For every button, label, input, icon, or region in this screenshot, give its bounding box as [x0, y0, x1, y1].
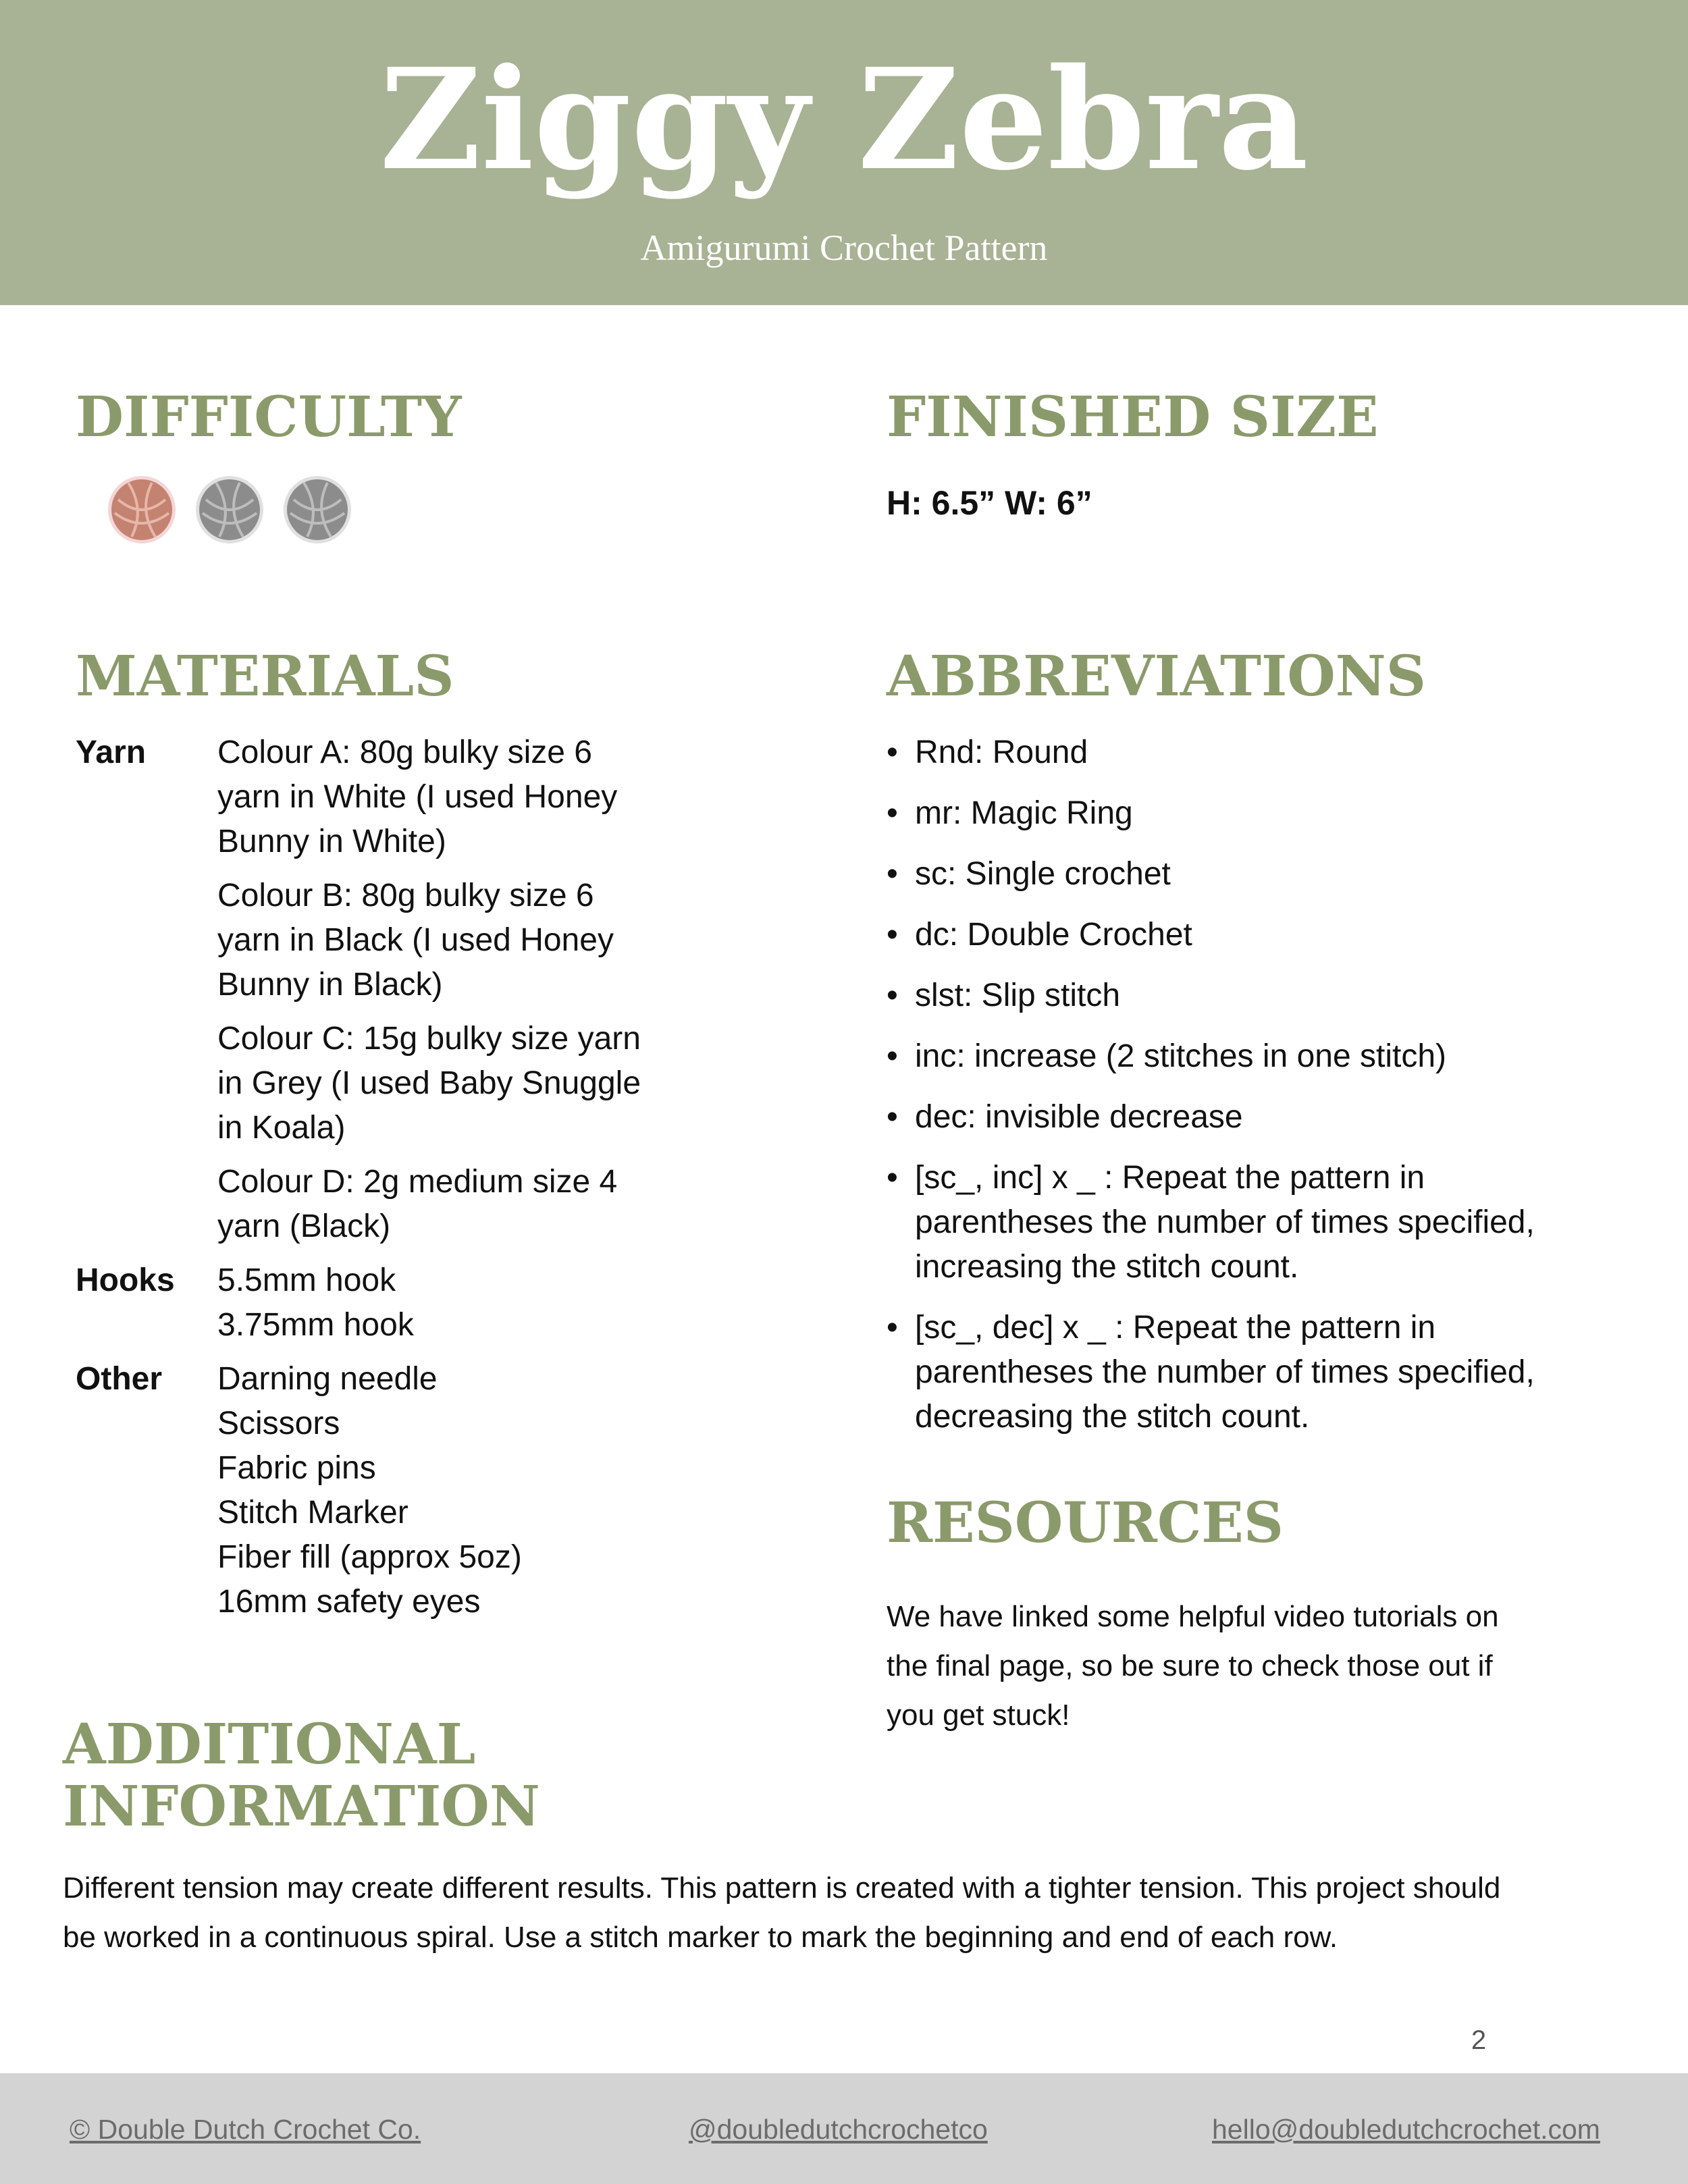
materials-label: Other — [76, 1361, 163, 1397]
social-handle-link[interactable]: @doubledutchcrochetco — [689, 2114, 988, 2145]
materials-label: Yarn — [76, 735, 147, 770]
abbreviation-item: • mr: Magic Ring — [887, 795, 1133, 831]
material-line: Stitch Marker — [217, 1495, 408, 1530]
material-line: Colour D: 2g medium size 4 — [217, 1164, 618, 1200]
difficulty-heading: DIFFICULTY — [76, 385, 462, 450]
abbreviations-list — [887, 730, 1629, 1456]
resources-text: We have linked some helpful video tutorials on the final page, so be sure to check those out if you get stuck! — [887, 1600, 1499, 1732]
abbreviation-item: • inc: increase (2 stitches in one stitch) — [887, 1038, 1447, 1074]
abbreviation-item: • [sc_, dec] x _ : Repeat the pattern in parentheses the number of times specified, decreasing the stitch count. — [887, 1310, 1535, 1435]
page-number: 2 — [1471, 2025, 1487, 2055]
difficulty-rating — [105, 473, 361, 547]
material-line: Fabric pins — [217, 1450, 376, 1486]
material-line: yarn (Black) — [217, 1208, 391, 1244]
material-line: Colour B: 80g bulky size 6 — [217, 878, 594, 913]
abbreviation-item: • sc: Single crochet — [887, 856, 1171, 892]
finished-size-value: H: 6.5” W: 6” — [887, 484, 1092, 522]
material-item — [217, 730, 744, 864]
additional-info-text: Different tension may create different results. This pattern is created with a tighter tension. This project should be worked in a continuous spiral. Use a stitch marker to mark the beginning and end of each row. — [63, 1871, 1501, 1954]
materials-group-hooks — [76, 1258, 751, 1348]
yarn-ball-icon-2 — [196, 476, 263, 543]
material-line: in Grey (I used Baby Snuggle — [217, 1065, 641, 1101]
material-line: Bunny in White) — [217, 824, 446, 859]
material-line: Colour A: 80g bulky size 6 — [217, 735, 592, 770]
material-line: 3.75mm hook — [217, 1307, 414, 1343]
material-line: Scissors — [217, 1406, 340, 1441]
abbreviation-item: • [sc_, inc] x _ : Repeat the pattern in parentheses the number of times specified, increasing the stitch count. — [887, 1160, 1535, 1285]
email-link[interactable]: hello@doubledutchcrochet.com — [1212, 2114, 1600, 2145]
materials-label: Hooks — [76, 1262, 175, 1298]
material-item — [217, 1357, 744, 1624]
copyright-link[interactable]: © Double Dutch Crochet Co. — [70, 2114, 421, 2145]
footer — [0, 2073, 1688, 2184]
material-line: Fiber fill (approx 5oz) — [217, 1539, 522, 1575]
material-line: Bunny in Black) — [217, 967, 443, 1003]
materials-heading: MATERIALS — [76, 644, 454, 709]
abbreviation-item: • dc: Double Crochet — [887, 917, 1192, 953]
material-line: 16mm safety eyes — [217, 1584, 481, 1620]
material-item — [217, 1160, 744, 1249]
material-line: yarn in White (I used Honey — [217, 779, 618, 815]
resources-heading: RESOURCES — [887, 1491, 1284, 1555]
header-banner — [0, 0, 1688, 305]
materials-list — [76, 730, 751, 1634]
additional-info-heading: ADDITIONAL INFORMATION — [63, 1712, 540, 1839]
yarn-ball-icon-3 — [284, 476, 351, 543]
abbreviation-item: • dec: invisible decrease — [887, 1099, 1243, 1135]
material-item — [217, 874, 744, 1007]
abbreviation-item: • Rnd: Round — [887, 735, 1088, 770]
material-line: in Koala) — [217, 1110, 346, 1146]
material-item — [217, 1017, 744, 1150]
pattern-title: Ziggy Zebra — [379, 38, 1309, 201]
material-item — [217, 1258, 744, 1348]
pattern-subtitle: Amigurumi Crochet Pattern — [640, 228, 1048, 268]
abbreviation-item: • slst: Slip stitch — [887, 978, 1121, 1013]
material-line: Colour C: 15g bulky size yarn — [217, 1021, 641, 1057]
yarn-ball-icon-1 — [108, 476, 176, 543]
abbreviations-heading: ABBREVIATIONS — [887, 644, 1426, 709]
material-line: 5.5mm hook — [217, 1262, 396, 1298]
material-line: yarn in Black (I used Honey — [217, 922, 614, 958]
finished-size-heading: FINISHED SIZE — [887, 385, 1379, 450]
materials-group-yarn — [76, 730, 751, 1249]
material-line: Darning needle — [217, 1361, 438, 1397]
materials-group-other — [76, 1357, 751, 1624]
